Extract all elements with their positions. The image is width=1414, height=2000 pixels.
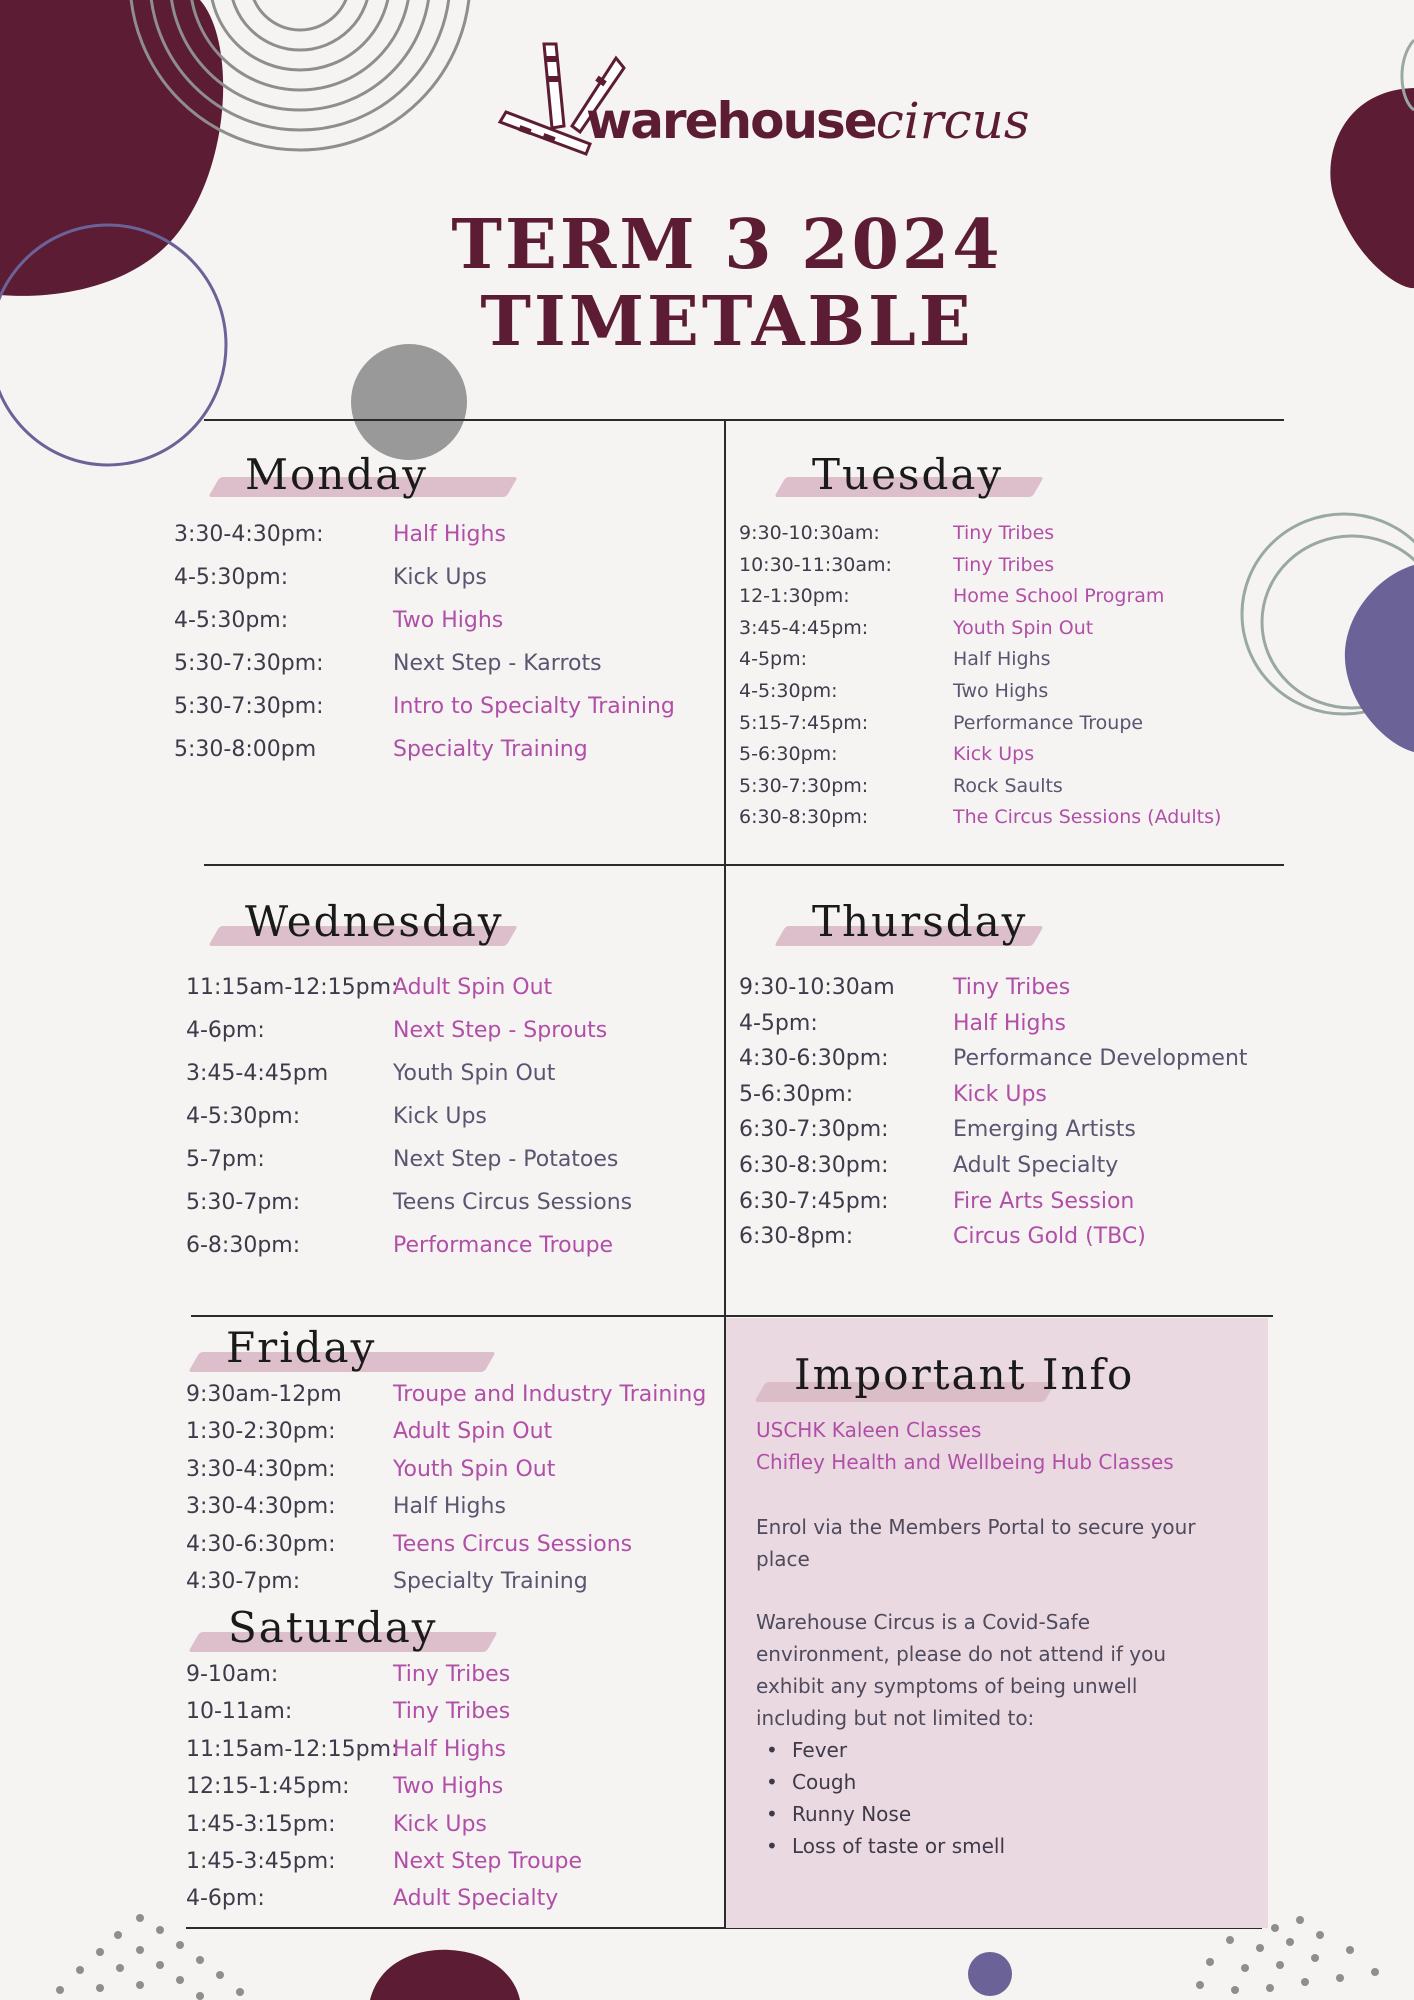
class-name: Teens Circus Sessions <box>393 1531 633 1557</box>
class-time: 5:30-7:30pm: <box>174 651 324 676</box>
day-heading-monday: Monday <box>245 450 428 499</box>
enrol-line: Enrol via the Members Portal to secure your <box>756 1515 1196 1539</box>
class-time: 5:30-7pm: <box>186 1190 301 1215</box>
day-heading-wednesday: Wednesday <box>245 897 504 946</box>
class-time: 9:30-10:30am <box>739 975 895 1000</box>
class-time: 12:15-1:45pm: <box>186 1774 350 1800</box>
class-time: 6:30-8pm: <box>739 1224 854 1250</box>
class-name: Kick Ups <box>393 1811 487 1837</box>
class-time: 9-10am: <box>186 1662 279 1687</box>
day-heading-friday: Friday <box>226 1323 377 1372</box>
class-name: Kick Ups <box>393 1104 487 1129</box>
day-heading-thursday: Thursday <box>812 897 1028 946</box>
class-time: 11:15am-12:15pm: <box>186 1736 399 1762</box>
page-title-line1: TERM 3 2024 <box>451 205 1003 285</box>
class-time: 4-6pm: <box>186 1886 265 1912</box>
class-time: 6:30-7:30pm: <box>739 1117 889 1143</box>
class-time: 3:45-4:45pm <box>186 1061 329 1086</box>
day-heading-saturday: Saturday <box>228 1603 438 1652</box>
class-time: 4-5:30pm: <box>186 1104 301 1129</box>
symptom-item: • Runny Nose <box>762 1798 1005 1830</box>
class-time: 5:30-8:00pm <box>174 737 317 762</box>
class-name: Specialty Training <box>393 737 588 762</box>
symptom-item: • Loss of taste or smell <box>762 1830 1005 1862</box>
class-time: 6-8:30pm: <box>186 1233 301 1258</box>
class-time: 9:30-10:30am: <box>739 522 880 544</box>
class-name: The Circus Sessions (Adults) <box>953 806 1222 829</box>
class-name: Tiny Tribes <box>953 522 1055 544</box>
class-name: Half Highs <box>953 648 1051 671</box>
link-chifley-hub-classes[interactable]: Chifley Health and Wellbeing Hub Classes <box>756 1450 1174 1474</box>
class-time: 5:30-7:30pm: <box>739 774 869 797</box>
class-name: Teens Circus Sessions <box>393 1190 633 1215</box>
class-name: Performance Development <box>953 1046 1248 1072</box>
covid-line: Warehouse Circus is a Covid-Safe <box>756 1610 1091 1634</box>
class-name: Tiny Tribes <box>953 553 1055 576</box>
symptom-list <box>762 1734 1005 1862</box>
important-info-heading: Important Info <box>794 1350 1135 1399</box>
class-time: 1:30-2:30pm: <box>186 1419 336 1445</box>
class-name: Kick Ups <box>393 565 487 590</box>
link-uschk-kaleen-classes[interactable]: USCHK Kaleen Classes <box>756 1418 982 1442</box>
class-name: Circus Gold (TBC) <box>953 1224 1146 1250</box>
class-time: 12-1:30pm: <box>739 585 850 608</box>
symptom-item: • Fever <box>762 1734 1005 1766</box>
class-time: 3:30-4:30pm: <box>186 1494 336 1520</box>
class-time: 9:30am-12pm <box>186 1382 342 1407</box>
class-time: 5-7pm: <box>186 1147 265 1172</box>
class-time: 4:30-7pm: <box>186 1569 301 1594</box>
class-name: Performance Troupe <box>953 711 1144 734</box>
class-name: Fire Arts Session <box>953 1188 1135 1214</box>
covid-line: including but not limited to: <box>756 1706 1035 1730</box>
class-name: Intro to Specialty Training <box>393 694 675 719</box>
class-time: 6:30-7:45pm: <box>739 1188 889 1214</box>
class-name: Performance Troupe <box>393 1233 614 1258</box>
enrol-text <box>756 1511 1196 1575</box>
class-name: Half Highs <box>393 1736 506 1762</box>
class-name: Troupe and Industry Training <box>393 1382 707 1407</box>
class-name: Two Highs <box>953 680 1049 702</box>
class-name: Half Highs <box>393 1494 506 1520</box>
class-name: Youth Spin Out <box>393 1456 556 1482</box>
class-time: 6:30-8:30pm: <box>739 1153 889 1178</box>
class-time: 11:15am-12:15pm: <box>186 975 399 1000</box>
class-time: 5:30-7:30pm: <box>174 694 324 719</box>
covid-text <box>756 1606 1166 1734</box>
class-name: Specialty Training <box>393 1569 588 1594</box>
class-time: 10-11am: <box>186 1699 293 1725</box>
day-heading-tuesday: Tuesday <box>812 450 1004 499</box>
class-name: Adult Specialty <box>953 1153 1119 1178</box>
class-name: Two Highs <box>393 1774 504 1800</box>
class-name: Youth Spin Out <box>393 1061 556 1086</box>
logo-wordmark: warehousecircus <box>586 92 1030 150</box>
page-title-line2: TIMETABLE <box>480 282 974 362</box>
enrol-line: place <box>756 1547 810 1571</box>
class-time: 4-5:30pm: <box>174 608 289 633</box>
class-time: 4-5:30pm: <box>174 565 289 590</box>
covid-line: exhibit any symptoms of being unwell <box>756 1674 1138 1698</box>
class-name: Half Highs <box>953 1010 1066 1036</box>
class-time: 5-6:30pm: <box>739 743 838 766</box>
covid-line: environment, please do not attend if you <box>756 1642 1167 1666</box>
class-time: 10:30-11:30am: <box>739 553 892 576</box>
class-time: 4:30-6:30pm: <box>186 1531 336 1557</box>
class-time: 4-5pm: <box>739 648 808 671</box>
divider <box>204 419 1284 421</box>
class-time: 1:45-3:45pm: <box>186 1849 336 1874</box>
class-time: 6:30-8:30pm: <box>739 806 869 829</box>
class-name: Youth Spin Out <box>953 616 1094 639</box>
class-name: Half Highs <box>393 522 506 547</box>
class-name: Next Step - Potatoes <box>393 1147 619 1172</box>
class-name: Tiny Tribes <box>393 1662 511 1687</box>
class-time: 4:30-6:30pm: <box>739 1046 889 1072</box>
symptom-item: • Cough <box>762 1766 1005 1798</box>
class-time: 4-5:30pm: <box>739 680 838 702</box>
class-name: Two Highs <box>393 608 504 633</box>
class-name: Kick Ups <box>953 743 1035 766</box>
class-time: 1:45-3:15pm: <box>186 1811 336 1837</box>
class-time: 3:30-4:30pm: <box>186 1456 336 1482</box>
class-time: 3:45-4:45pm: <box>739 616 869 639</box>
class-name: Home School Program <box>953 585 1165 608</box>
divider <box>191 1315 1273 1317</box>
class-name: Rock Saults <box>953 774 1063 797</box>
class-name: Next Step - Sprouts <box>393 1018 608 1043</box>
class-name: Adult Spin Out <box>393 975 553 1000</box>
class-name: Next Step Troupe <box>393 1849 582 1874</box>
class-time: 4-5pm: <box>739 1010 818 1036</box>
class-time: 3:30-4:30pm: <box>174 522 324 547</box>
class-name: Tiny Tribes <box>953 975 1071 1000</box>
class-name: Kick Ups <box>953 1081 1047 1107</box>
class-name: Next Step - Karrots <box>393 651 602 676</box>
class-time: 4-6pm: <box>186 1018 265 1043</box>
class-time: 5:15-7:45pm: <box>739 711 869 734</box>
class-name: Adult Spin Out <box>393 1419 553 1445</box>
class-name: Tiny Tribes <box>393 1699 511 1725</box>
class-name: Adult Specialty <box>393 1886 559 1912</box>
divider <box>204 864 1284 866</box>
class-time: 5-6:30pm: <box>739 1081 854 1107</box>
class-name: Emerging Artists <box>953 1117 1136 1143</box>
